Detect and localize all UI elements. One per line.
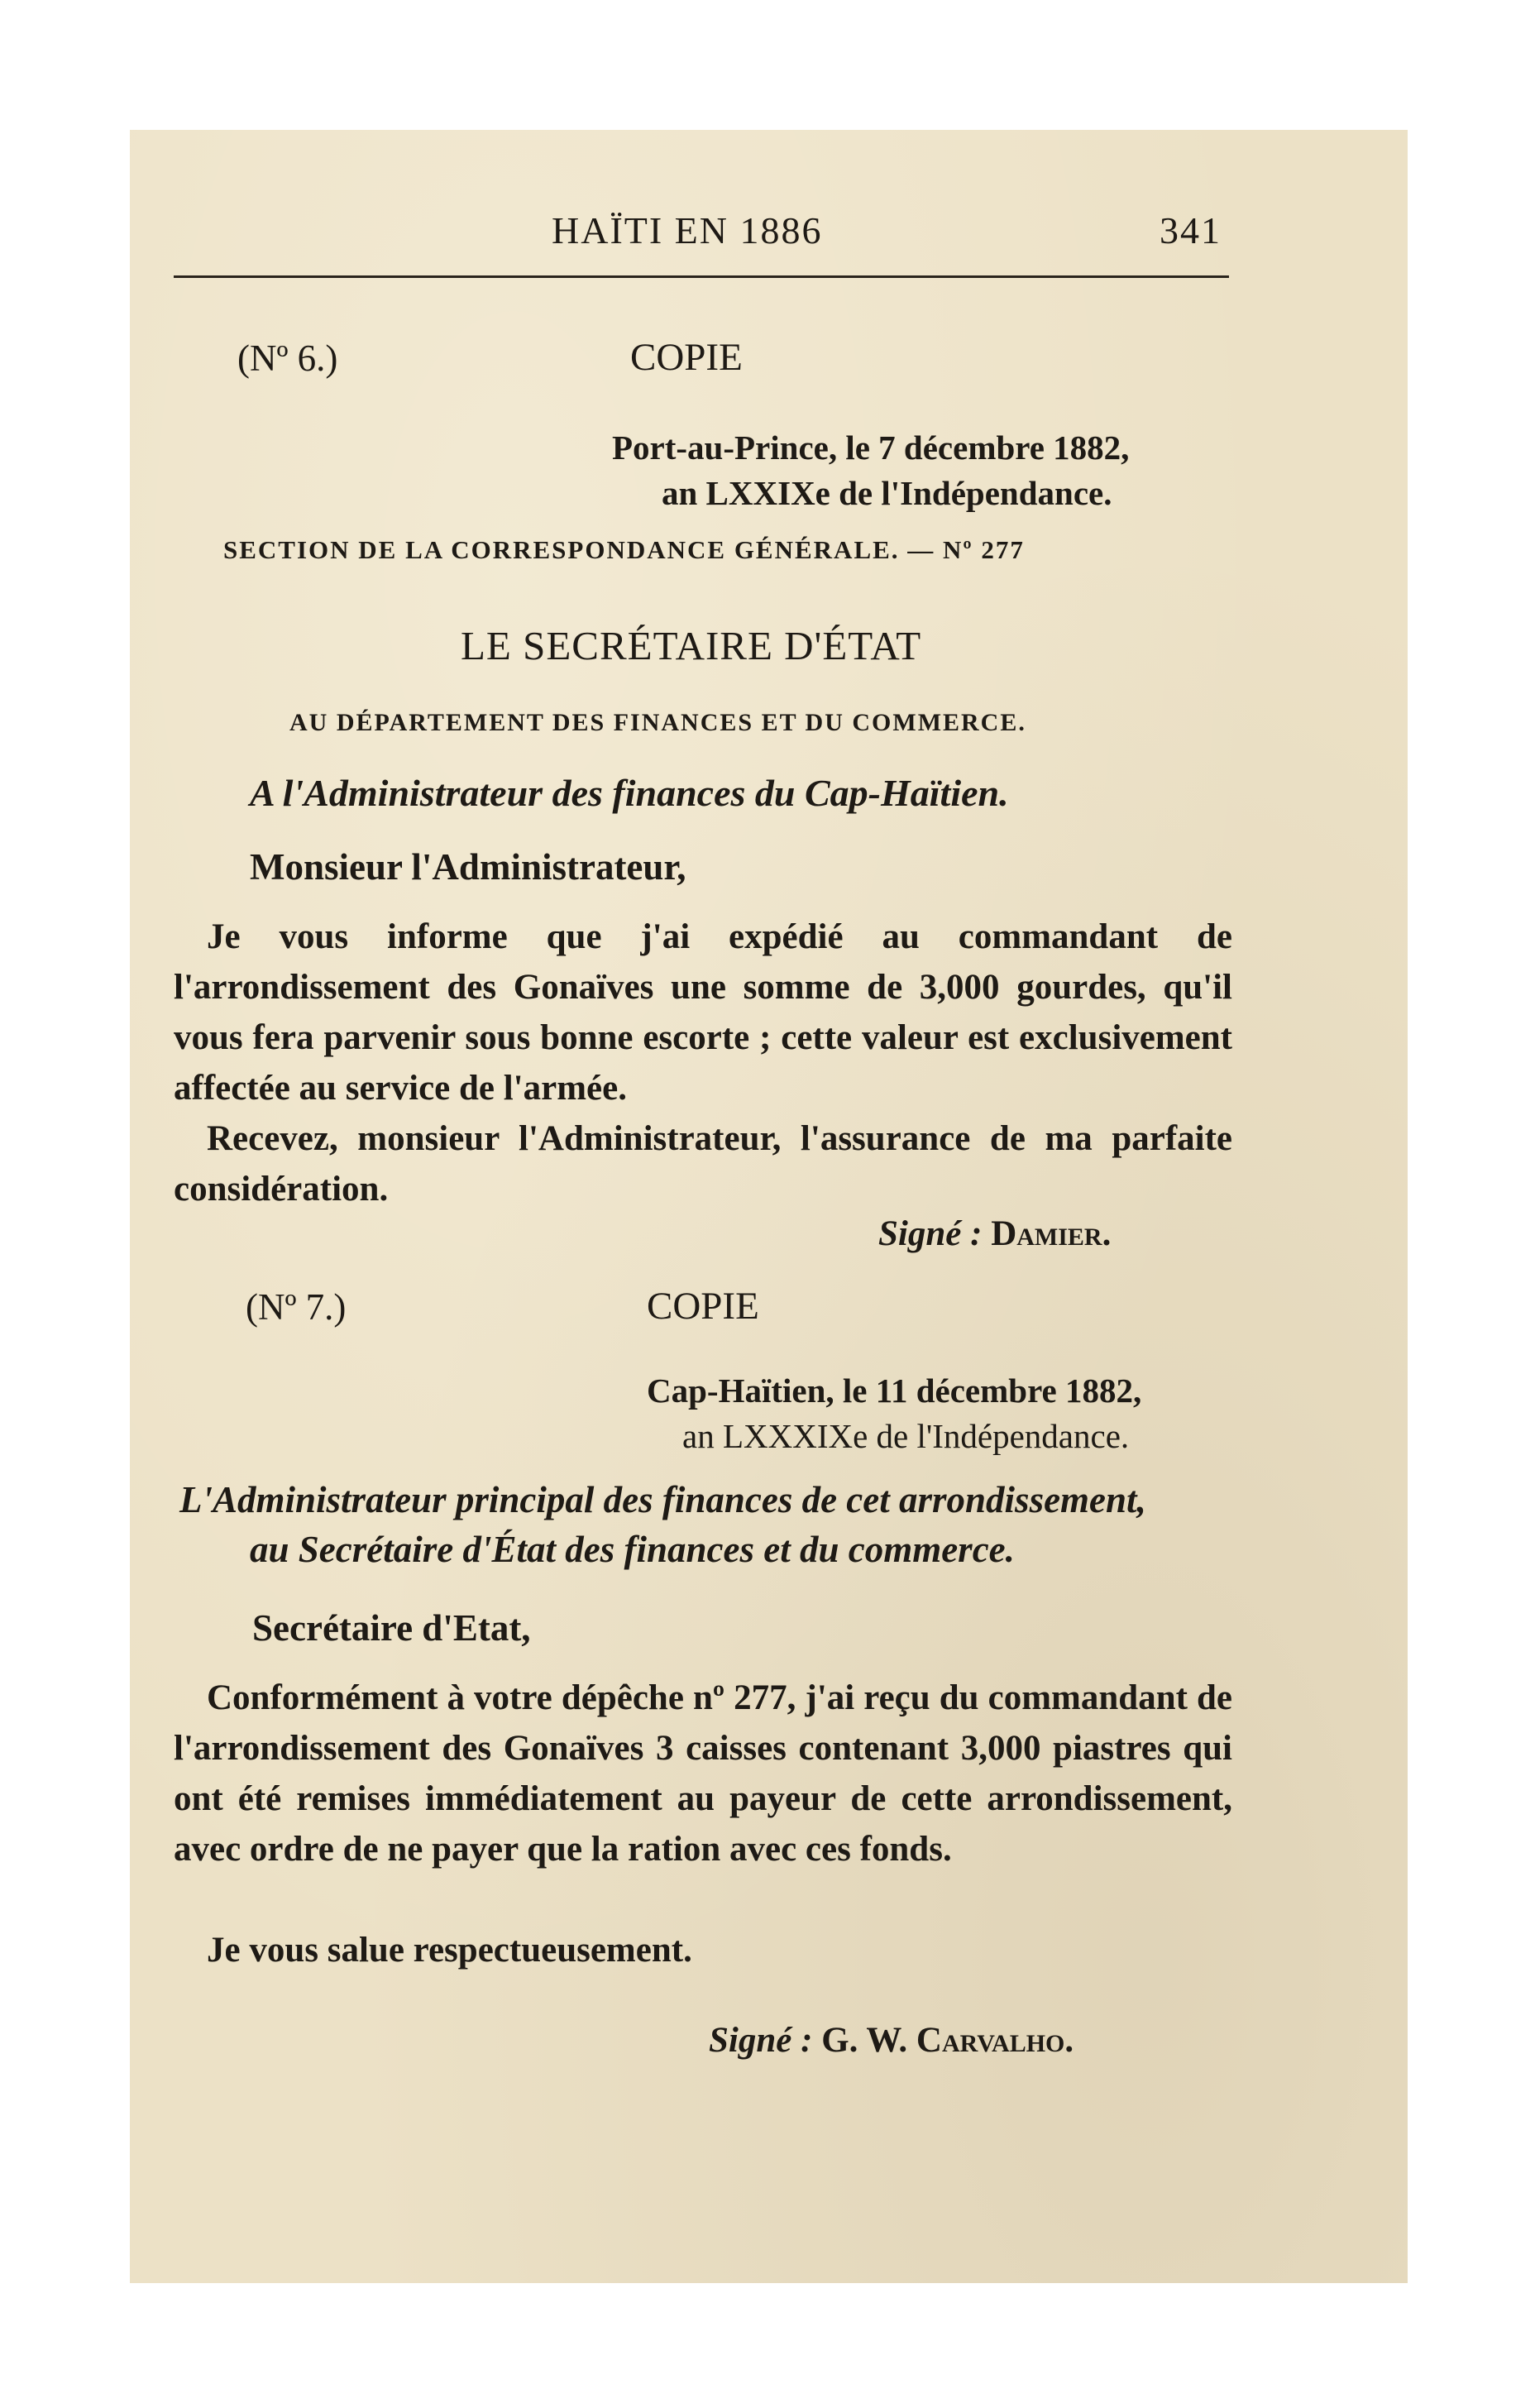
letter6-sender-dept: AU DÉPARTEMENT DES FINANCES ET DU COMMERCE. bbox=[289, 709, 1026, 736]
letter7-place-date: Cap-Haïtien, le 11 décembre 1882, bbox=[647, 1372, 1142, 1410]
letter7-addressee-line2: au Secrétaire d'État des finances et du commerce. bbox=[250, 1529, 1015, 1570]
letter6-section-line: SECTION DE LA CORRESPONDANCE GÉNÉRALE. — Nº 277 bbox=[223, 535, 1025, 564]
letter6-body: Je vous informe que j'ai expédié au commandant de l'arrondissement des Gonaïves une somme de 3,000 gourdes, qu'il vous fera parvenir sous bonne escorte ; cette valeur est exclusivement affectée au service de l'armée. bbox=[174, 917, 1232, 1108]
page-number: 341 bbox=[1160, 209, 1222, 251]
letter6-year-line: an LXXIXe de l'Indépendance. bbox=[662, 474, 1112, 512]
letter7-signature bbox=[709, 2020, 1074, 2061]
letter6-signature bbox=[878, 1214, 1111, 1254]
running-title: HAÏTI EN 1886 bbox=[552, 209, 823, 251]
header-rule bbox=[174, 275, 1229, 278]
letter7-closing: Je vous salue respectueusement. bbox=[207, 1931, 692, 1970]
letter6-number: (Nº 6.) bbox=[237, 338, 338, 379]
book-page bbox=[130, 130, 1408, 2283]
letter7-number: (Nº 7.) bbox=[246, 1286, 347, 1328]
letter7-signed-label: Signé : bbox=[709, 2021, 813, 2060]
letter7-year-line: an LXXXIXe de l'Indépendance. bbox=[682, 1417, 1130, 1455]
letter7-signer: G. W. Carvalho. bbox=[821, 2021, 1074, 2060]
letter6-copie-label: COPIE bbox=[630, 336, 743, 379]
letter7-salutation: Secrétaire d'Etat, bbox=[252, 1607, 531, 1649]
letter6-closing: Recevez, monsieur l'Administrateur, l'assurance de ma parfaite considération. bbox=[174, 1119, 1232, 1209]
letter7-body: Conformément à votre dépêche nº 277, j'ai reçu du commandant de l'arrondissement des Gonaïves 3 caisses contenant 3,000 piastres qui ont été remises immédiatement au payeur de cette arrondissement, avec ordre de ne payer que la ration avec ces fonds. bbox=[174, 1678, 1232, 1869]
letter7-addressee-line1: L'Administrateur principal des finances de cet arrondissement, bbox=[179, 1479, 1146, 1520]
letter7-copie-label: COPIE bbox=[647, 1285, 759, 1328]
letter6-signed-label: Signé : bbox=[878, 1214, 983, 1253]
letter6-signer: Damier. bbox=[991, 1214, 1112, 1253]
letter6-place-date: Port-au-Prince, le 7 décembre 1882, bbox=[612, 428, 1130, 467]
letter6-salutation: Monsieur l'Administrateur, bbox=[250, 846, 686, 888]
letter6-sender-title: LE SECRÉTAIRE D'ÉTAT bbox=[461, 623, 922, 668]
letter6-addressee: A l'Administrateur des finances du Cap-Haïtien. bbox=[250, 772, 1009, 814]
